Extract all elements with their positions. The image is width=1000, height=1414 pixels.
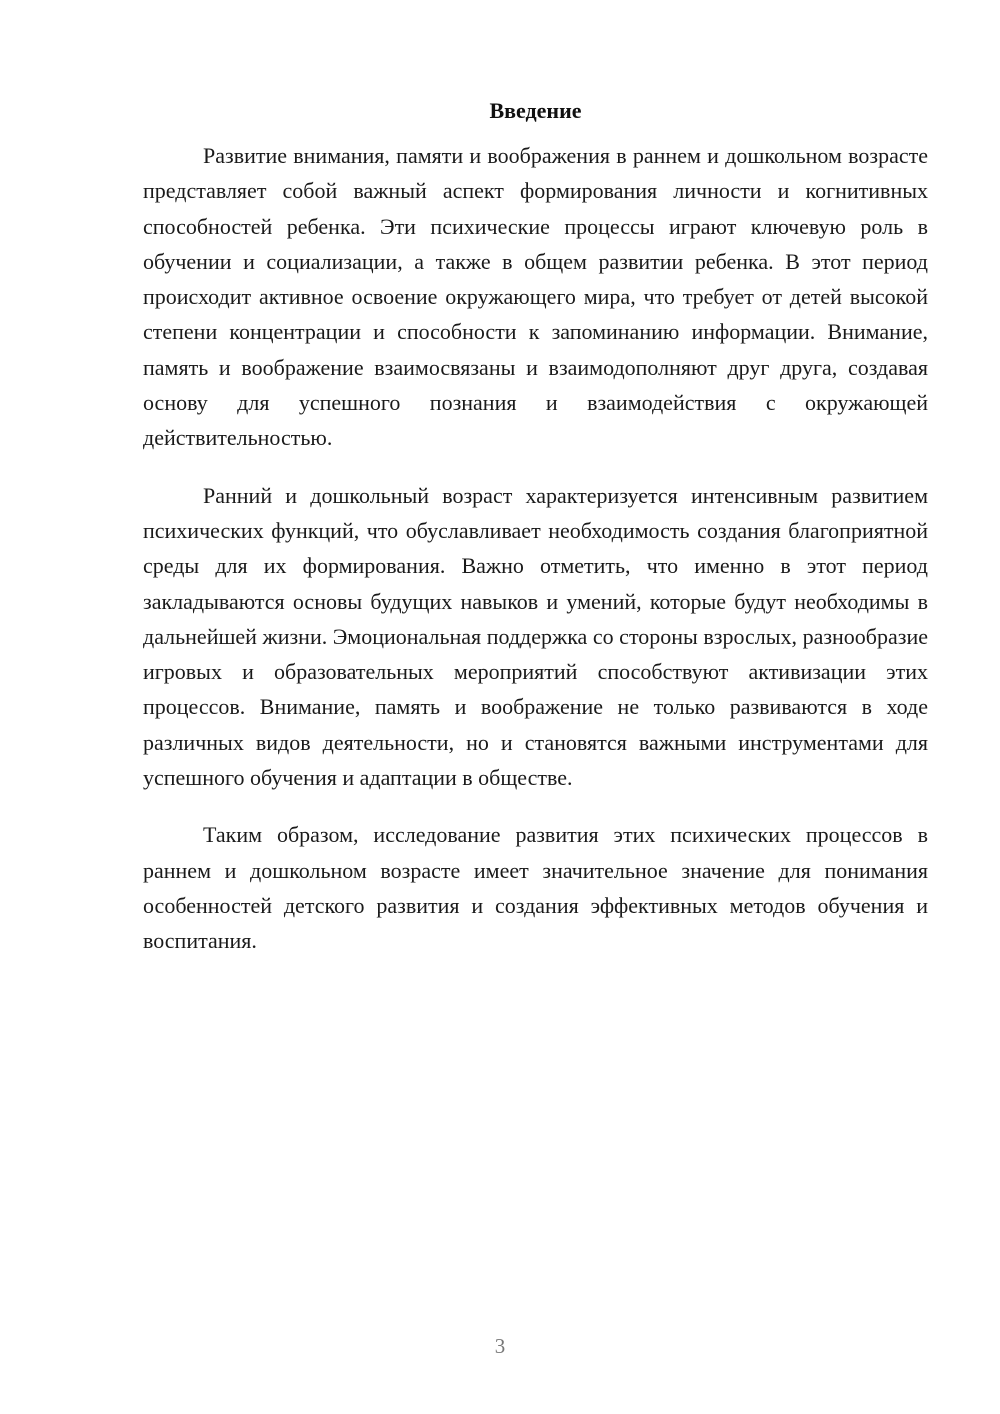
page-content bbox=[143, 96, 928, 981]
section-heading: Введение bbox=[489, 98, 582, 123]
paragraph-3: Таким образом, исследование развития этих психических процессов в раннем и дошкольном возрасте имеет значительное значение для понимания особенностей детского развития и создания эффективных методов обучения и воспитания. bbox=[143, 822, 928, 954]
page-number: 3 bbox=[494, 1334, 506, 1358]
paragraph-1: Развитие внимания, памяти и воображения в раннем и дошкольном возрасте представляет собой важный аспект формирования личности и когнитивных способностей ребенка. Эти психические процессы играют ключевую роль в обучении и социализации, а также в общем развитии ребенка. В этот период происходит активное освоение окружающего мира, что требует от детей высокой степени концентрации и способности к запоминанию информации. Внимание, память и воображение взаимосвязаны и взаимодополняют друг друга, создавая основу для успешного познания и взаимодействия с окружающей действительностью. bbox=[143, 143, 928, 451]
paragraph-2: Ранний и дошкольный возраст характеризуется интенсивным развитием психических функций, что обуславливает необходимость создания благоприятной среды для их формирования. Важно отметить, что именно в этот период закладываются основы будущих навыков и умений, которые будут необходимы в дальнейшей жизни. Эмоциональная поддержка со стороны взрослых, разнообразие игровых и образовательных мероприятий способствуют активизации этих процессов. Внимание, память и воображение не только развиваются в ходе различных видов деятельности, но и становятся важными инструментами для успешного обучения и адаптации в обществе. bbox=[143, 482, 928, 791]
